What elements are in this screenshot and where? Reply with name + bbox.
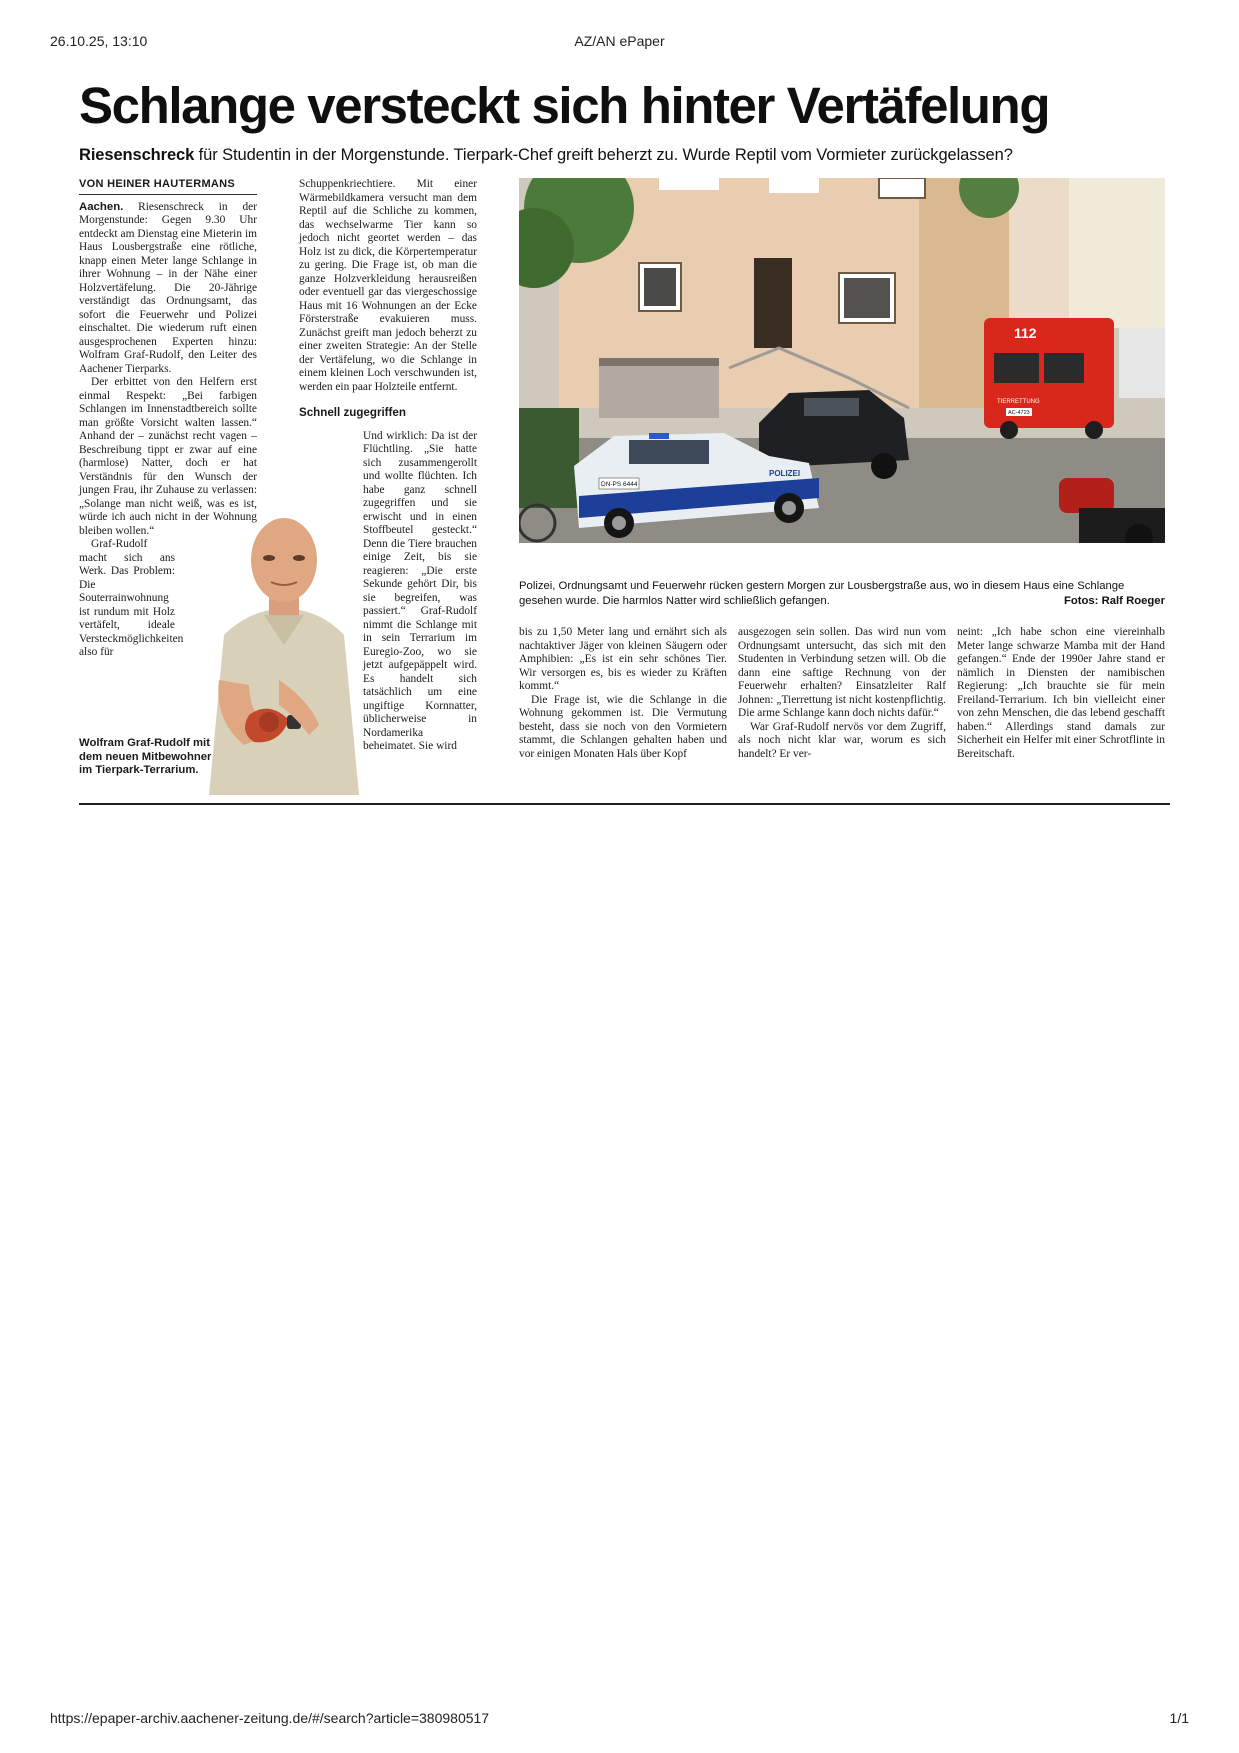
column-4 — [738, 626, 946, 761]
subhead — [79, 144, 1170, 166]
paragraph: bis zu 1,50 Meter lang und ernährt sich als nachtaktiver Jäger von kleinen Säugern oder Amphibien: „Es ist ein sehr schönes Tier. Wir versorgen es, bis es wieder zu Kräften kommt.“ — [519, 626, 727, 692]
article — [79, 70, 1170, 808]
paragraph: Und wirklich: Da ist der Flüchtling. „Sie hatte sich zusammengerollt und wollte flüchten. Ich habe ganz schnell zugegriffen und sie erwischt und in einen Stoffbeutel gesteckt.“ Denn die Tiere brauchen einige Zeit, bis sie reagieren: „Die erste Sekunde gehört Dir, bis sie begreifen, was passiert.“ Graf-Rudolf nimmt die Schlange mit in sein Terrarium im Euregio-Zoo, wo sie jetzt aufgepäppelt wird. Es handelt sich tatsächlich um eine ungiftige Kornnatter, üblicherweise in Nordamerika beheimatet. Sie wird — [363, 429, 477, 752]
man-face — [251, 518, 317, 602]
print-title: AZ/AN ePaper — [574, 33, 665, 49]
portrait-photo — [209, 510, 359, 795]
subhead-lead: Riesenschreck — [79, 146, 195, 164]
paragraph: ausgezogen sein sollen. Das wird nun vom Ordnungsamt untersucht, das sich mit den Studenten in Verbindung setzen will. Ob die dann eine saftige Rechnung von der Feuerwehr erhalten? Einsatzleiter Ralf Johnen: „Tierrettung ist nicht kostenpflichtig. Die arme Schlange kann doch nichts dafür.“ — [738, 626, 946, 719]
print-url: https://epaper-archiv.aachener-zeitung.de/#/search?article=380980517 — [50, 1710, 490, 1726]
fire-truck-number: 112 — [1014, 325, 1037, 341]
print-footer — [0, 1710, 1239, 1730]
paragraph: Der erbittet von den Helfern erst einmal Respekt: „Bei farbigen Schlangen im Innenstadtbereich sollte man größte Vorsicht walten lassen.“ Anhand der – zunächst recht vagen – Beschreibung tippt er zwar auf eine (harmlose) Natter, doch er hat Verständnis für den Wunsch der jungen Frau, ihr Zuhause zu verlassen: „Solange man nicht weiß, was es ist, würde ich auch nicht in der Wohnung bleiben wollen.“ — [79, 376, 257, 537]
fire-truck-label: TIERRETTUNG — [997, 399, 1040, 405]
photo-caption — [519, 579, 1165, 608]
paragraph: Graf-Rudolf macht sich ans Werk. Das Problem: Die Souterrainwohnung ist rundum mit Holz vertäfelt, ideale Versteckmöglichkeiten also für — [79, 538, 184, 658]
fire-truck-plate: AC-4723 — [1008, 410, 1030, 416]
photo-credit: Fotos: Ralf Roeger — [1063, 594, 1165, 607]
street-photo — [519, 178, 1165, 543]
subhead-text: für Studentin in der Morgenstunde. Tierpark-Chef greift beherzt zu. Wurde Reptil vom Vormieter zurückgelassen? — [194, 146, 1013, 164]
photo-caption-text: Polizei, Ordnungsamt und Feuerwehr rücken gestern Morgen zur Lousbergstraße aus, wo in diesem Haus eine Schlange gesehen wurde. Die harmlos Natter wird schließlich gefangen. — [519, 580, 1125, 607]
fire-truck — [984, 318, 1114, 439]
column-5 — [957, 626, 1165, 761]
paragraph: Die Frage ist, wie die Schlange in die Wohnung gekommen ist. Die Vermutung besteht, dass sie noch von den Vormietern stammt, die Schlangen gehalten haben und vor einigen Monaten Hals über Kopf — [519, 693, 727, 760]
street-scene-illustration — [519, 178, 1165, 543]
print-page-number: 1/1 — [1169, 1710, 1189, 1726]
portrait-caption: Wolfram Graf-Rudolf mit dem neuen Mitbewohner im Tierpark-Terrarium. — [79, 737, 212, 776]
headline: Schlange versteckt sich hinter Vertäfelung — [79, 77, 1050, 134]
garage — [599, 358, 719, 418]
byline: VON HEINER HAUTERMANS — [79, 178, 257, 195]
dateline: Aachen. — [79, 200, 124, 213]
column-3 — [519, 626, 727, 761]
doorway — [754, 258, 792, 348]
police-plate: DN-PS 6444 — [601, 481, 638, 488]
section-subtitle: Schnell zugegriffen — [299, 406, 406, 419]
print-header — [0, 33, 1239, 53]
article-bottom-rule — [79, 803, 1170, 805]
portrait-illustration — [209, 510, 359, 795]
paragraph: Schuppenkriechtiere. Mit einer Wärmebildkamera versucht man dem Reptil auf die Schliche zu kommen, das wechselwarme Tier kann so jedoch nicht geortet werden – das Holz ist zu dick, die Körpertemperatur zu gering. Die Frage ist, ob man die ganze Holzverkleidung herausreißen oder eventuell gar das viergeschossige Haus mit 16 Wohnungen an der Ecke Försterstraße evakuieren muss. Zunächst greift man jedoch beherzt zu einer zweiten Strategie: An der Stelle der Vertäfelung, wo die Schlange in einem kleinen Loch verschwunden ist, werden ein paar Holzteile entfernt. — [299, 178, 477, 393]
police-label: POLIZEI — [769, 469, 801, 478]
paragraph: neint: „Ich habe schon eine viereinhalb Meter lange schwarze Mamba mit der Hand gefangen.“ Ende der 1990er Jahre stand er nämlich in Diensten der namibischen Regierung: „Ich brauchte sie für mein Freiland-Terrarium. Ich bin vielleicht einer von zehn Menschen, die das lebend geschafft haben.“ Allerdings stand damals zur Sicherheit ein Helfer mit einer Schrotflinte in Bereitschaft. — [957, 626, 1165, 760]
paragraph: Aachen. Riesenschreck in der Morgenstunde: Gegen 9.30 Uhr entdeckt am Dienstag eine Mieterin im Haus Lousbergstraße eine rötliche, knapp einen Meter lange Schlange in ihrer Wohnung – in der Nähe einer Holzvertäfelung. Die 20-Jährige verständigt das Ordnungsamt, das sofort die Feuerwehr und Polizei einschaltet. Die wiederum ruft einen ausgesprochenen Experten hinzu: Wolfram Graf-Rudolf, den Leiter des Aachener Tierparks. — [79, 200, 257, 375]
paragraph: War Graf-Rudolf nervös vor dem Zugriff, als noch nicht klar war, worum es sich handelt? Er ver- — [738, 720, 946, 760]
print-date: 26.10.25, 13:10 — [50, 33, 148, 49]
